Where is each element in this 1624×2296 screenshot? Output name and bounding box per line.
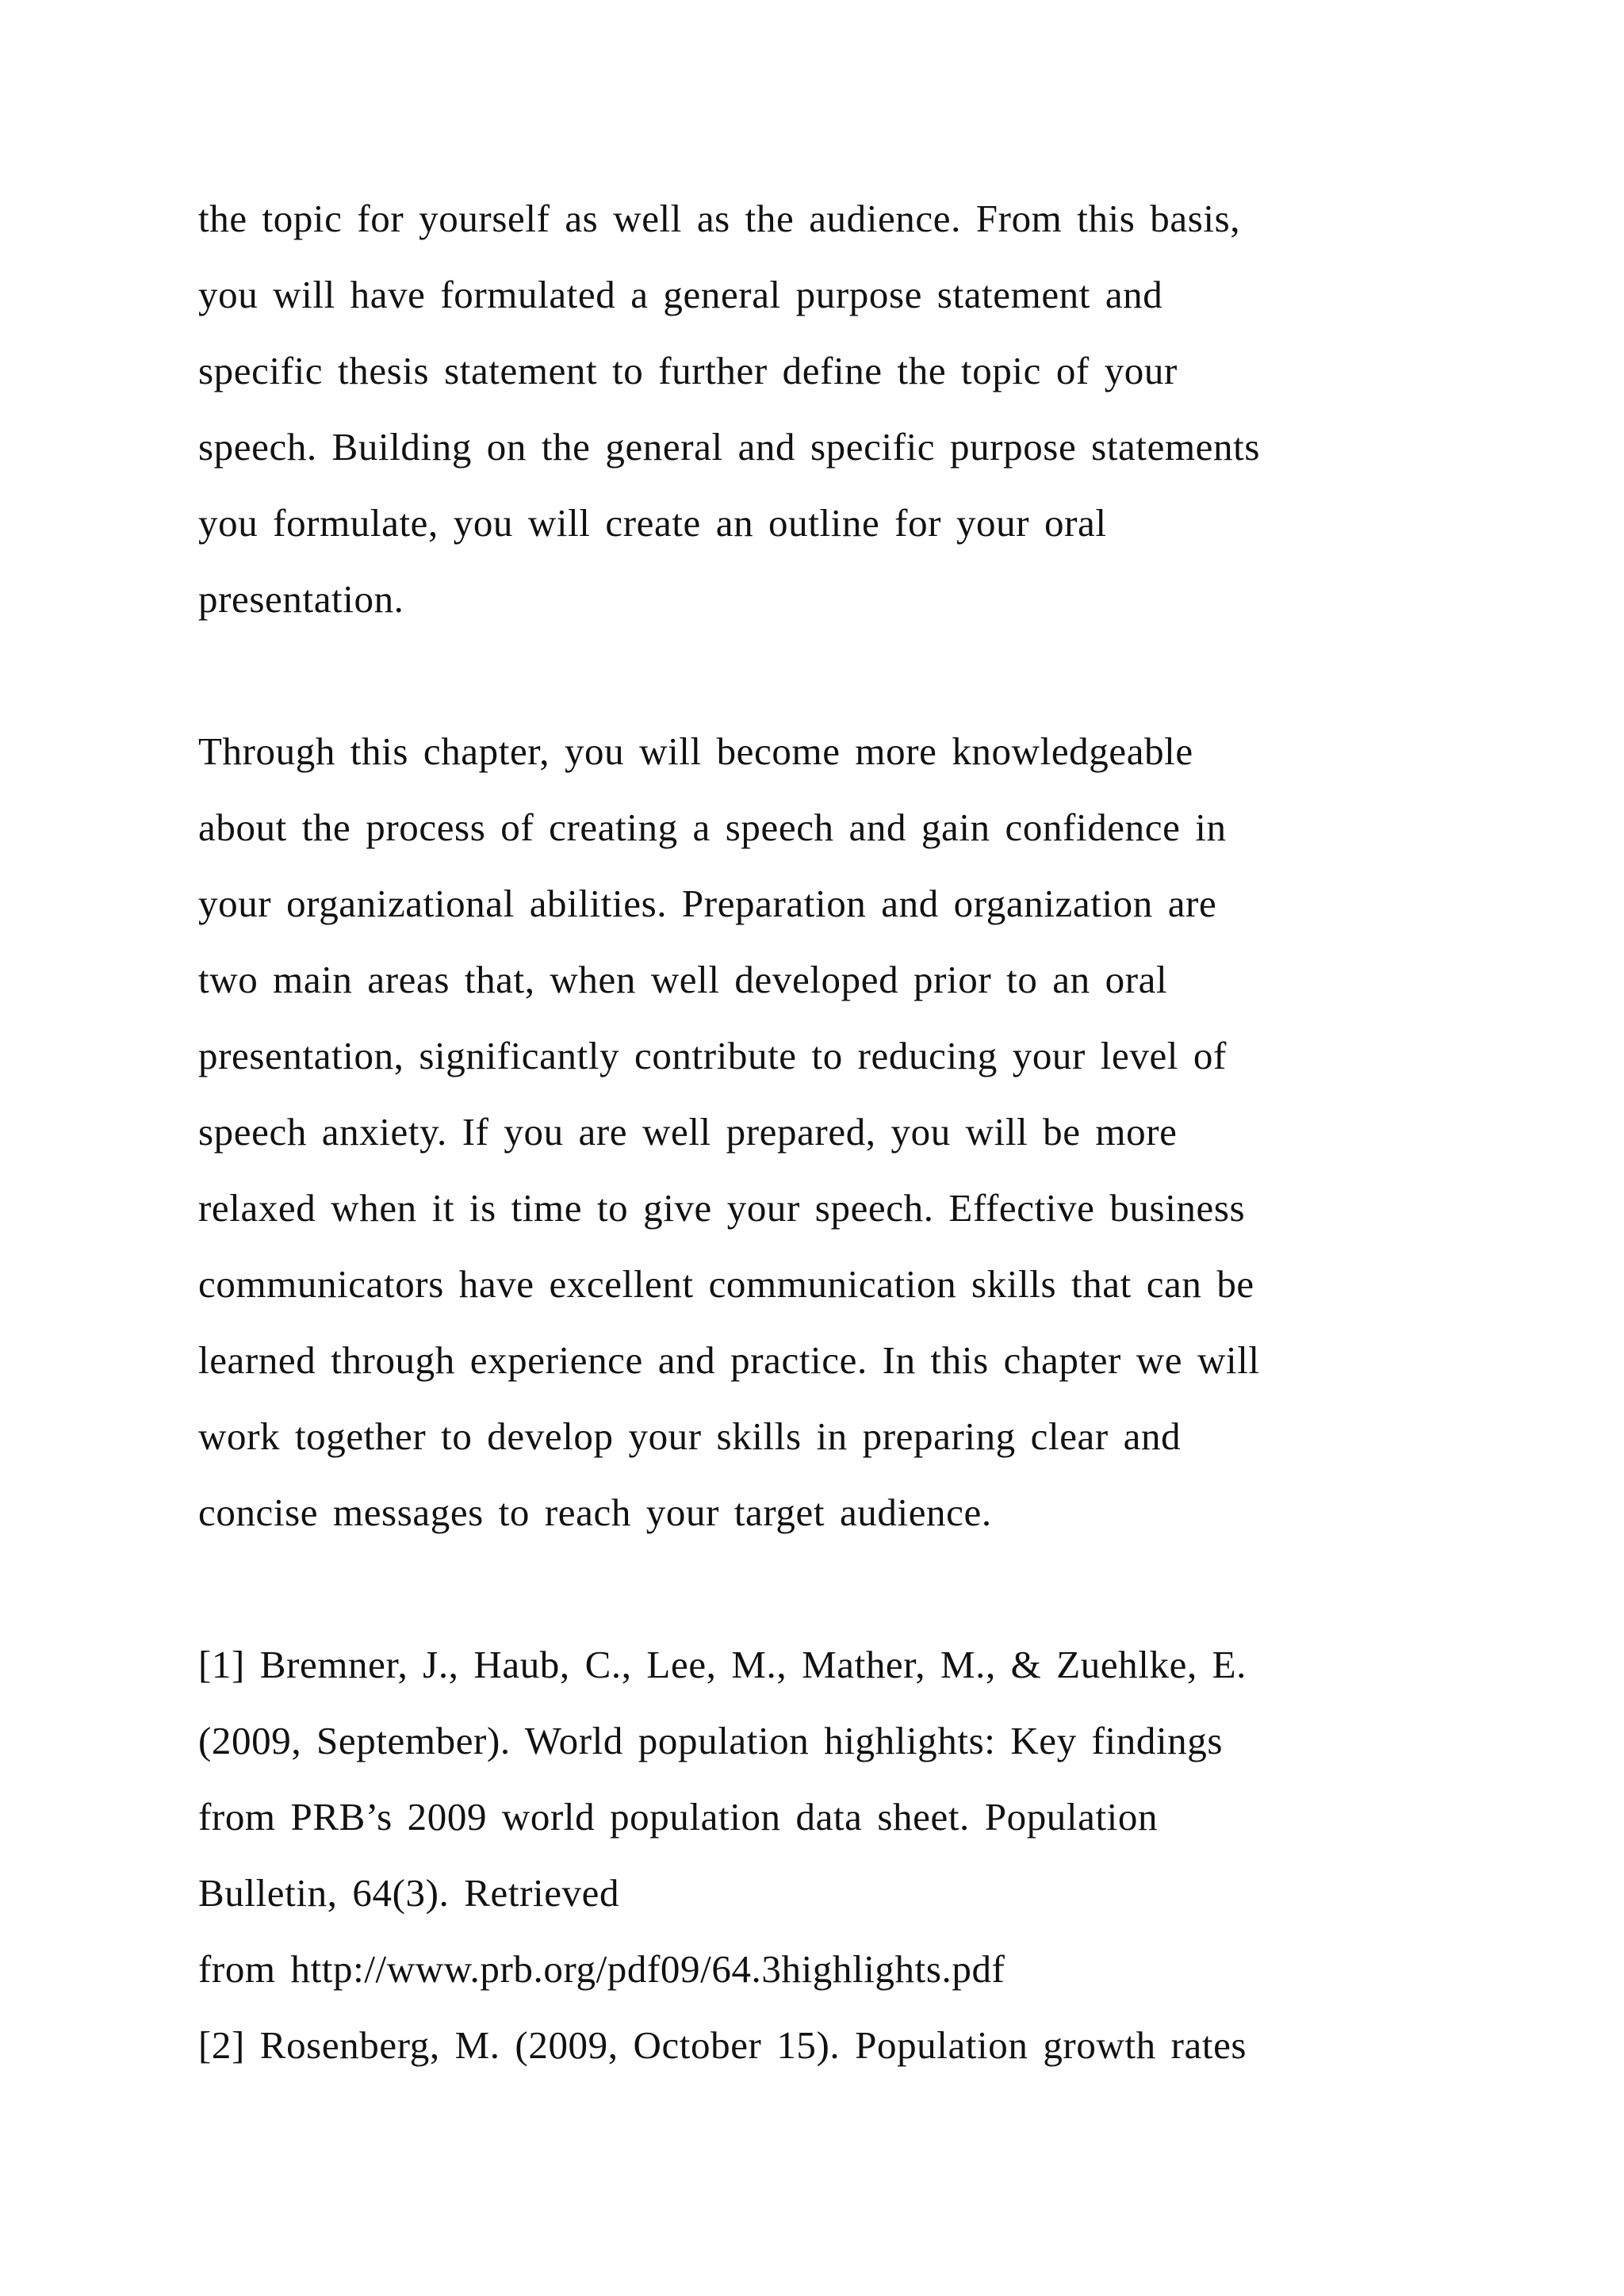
text-line: specific thesis statement to further define the topic of your xyxy=(198,349,1178,392)
text-line: learned through experience and practice. In this chapter we will xyxy=(198,1338,1260,1382)
text-line: concise messages to reach your target audience. xyxy=(198,1490,992,1534)
reference-url-line: from http://www.prb.org/pdf09/64.3highlights.pdf xyxy=(198,1947,1005,1991)
text-line: presentation. xyxy=(198,577,404,621)
reference-line: [2] Rosenberg, M. (2009, October 15). Population growth rates xyxy=(198,2023,1247,2067)
text-line: Through this chapter, you will become more knowledgeable xyxy=(198,729,1193,773)
text-line: two main areas that, when well developed prior to an oral xyxy=(198,958,1168,1001)
text-line: you will have formulated a general purpose statement and xyxy=(198,273,1163,316)
text-line: speech anxiety. If you are well prepared, you will be more xyxy=(198,1110,1178,1154)
text-line: communicators have excellent communication skills that can be xyxy=(198,1262,1254,1306)
text-line: relaxed when it is time to give your speech. Effective business xyxy=(198,1186,1246,1230)
text-line: you formulate, you will create an outline for your oral xyxy=(198,501,1107,545)
reference-line: (2009, September). World population highlights: Key findings xyxy=(198,1719,1224,1762)
reference-line: from PRB’s 2009 world population data sheet. Population xyxy=(198,1795,1159,1839)
text-line: about the process of creating a speech and gain confidence in xyxy=(198,806,1227,849)
text-line: speech. Building on the general and specific purpose statements xyxy=(198,425,1261,469)
reference-line: Bulletin, 64(3). Retrieved xyxy=(198,1871,620,1915)
text-line: your organizational abilities. Preparation and organization are xyxy=(198,882,1217,925)
text-line: work together to develop your skills in preparing clear and xyxy=(198,1414,1182,1458)
text-line: the topic for yourself as well as the audience. From this basis, xyxy=(198,197,1241,240)
reference-line: [1] Bremner, J., Haub, C., Lee, M., Mather, M., & Zuehlke, E. xyxy=(198,1643,1247,1686)
text-line: presentation, significantly contribute to reducing your level of xyxy=(198,1034,1227,1077)
